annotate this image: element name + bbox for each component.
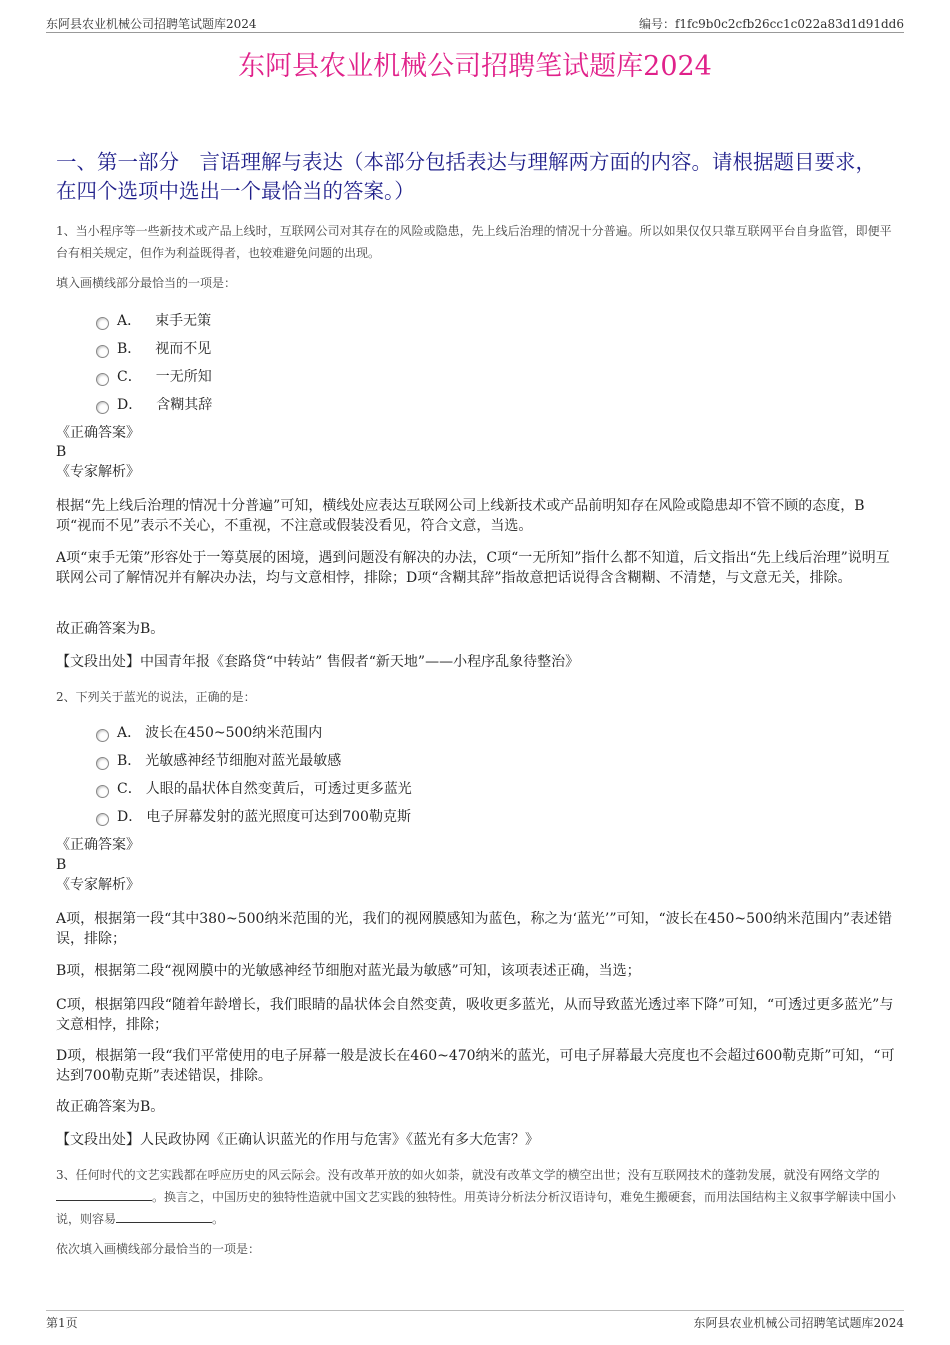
option-letter: D． [117,397,143,413]
header-document-id: 编号：f1fc9b0c2cfb26cc1c022a83d1d91dd6 [638,17,904,31]
option-letter: B． [117,753,142,769]
question-3-stem-part: 。换言之，中国历史的独特性造就中国文艺实践的独特性。用英诗分析法分析汉语诗句，难免生搬硬套，而用法国结构主义叙事学解读中国小说，则容易 [56,1190,897,1226]
radio-button-icon[interactable] [96,373,109,386]
option-letter: A． [117,313,142,329]
option-text: 视而不见 [155,341,212,357]
question-1-option-b[interactable] [96,338,211,358]
question-2-source: 【文段出处】人民政协网《正确认识蓝光的作用与危害》《蓝光有多大危害？》 [56,1132,539,1148]
question-2-answer: B [56,857,67,873]
question-2-analysis-paragraph: A项，根据第一段“其中380~500纳米范围的光，我们的视网膜感知为蓝色，称之为‘蓝光’”可知，“波长在450~500纳米范围内”表述错误，排除； [56,911,892,947]
option-text: 一无所知 [155,369,212,385]
option-letter: A． [117,725,142,741]
question-2-option-d[interactable] [96,806,411,826]
question-2-option-c[interactable] [96,778,412,798]
option-text: 含糊其辞 [156,397,213,413]
question-2-option-b[interactable] [96,750,341,770]
page-footer [46,1310,904,1331]
question-1-answer: B [56,444,67,460]
question-1-option-a[interactable] [96,310,211,330]
question-2-conclusion: 故正确答案为B。 [56,1099,165,1115]
question-1-prompt: 填入画横线部分最恰当的一项是： [56,276,237,290]
question-1-analysis-paragraph: A项“束手无策”形容处于一筹莫展的困境，遇到问题没有解决的办法，C项“一无所知”指什么都不知道，后文指出“先上线后治理”说明互联网公司了解情况并有解决办法，均与文意相悖，排除；D项“含糊其辞”指故意把话说得含含糊糊、不清楚，与文意无关，排除。 [56,550,890,586]
question-1-answer-label: 《正确答案》 [56,425,140,441]
question-2-analysis-label: 《专家解析》 [56,877,140,893]
radio-button-icon[interactable] [96,813,109,826]
question-3-stem-part: 。 [212,1212,225,1226]
question-1-stem: 1、当小程序等一些新技术或产品上线时，互联网公司对其存在的风险或隐患，先上线后治理的情况十分普遍。所以如果仅仅只靠互联网平台自身监管，即便平台有相关规定，但作为利益既得者，也较难避免问题的出现。 [56,224,892,260]
option-letter: C． [117,369,142,385]
header-left-text: 东阿县农业机械公司招聘笔试题库2024 [46,17,257,31]
fill-blank-1[interactable] [56,1188,152,1201]
question-2-answer-label: 《正确答案》 [56,837,140,853]
question-3-stem [56,1164,896,1230]
question-1-option-d[interactable] [96,394,212,414]
option-letter: B． [117,341,142,357]
page-number: 第1页 [46,1316,78,1330]
radio-button-icon[interactable] [96,785,109,798]
option-letter: D． [117,809,143,825]
option-text: 束手无策 [155,313,212,329]
option-text: 电子屏幕发射的蓝光照度可达到700勒克斯 [146,809,411,825]
option-text: 光敏感神经节细胞对蓝光最敏感 [145,753,342,769]
question-2-stem: 2、下列关于蓝光的说法，正确的是： [56,690,256,704]
question-2-analysis-paragraph: D项，根据第一段“我们平常使用的电子屏幕一般是波长在460~470纳米的蓝光，可电子屏幕最大亮度也不会超过600勒克斯”可知，“可达到700勒克斯”表述错误，排除。 [56,1048,895,1084]
option-letter: C． [117,781,142,797]
question-1-analysis-label: 《专家解析》 [56,464,140,480]
question-3-stem-part: 3、任何时代的文艺实践都在呼应历史的风云际会。没有改革开放的如火如荼，就没有改革文学的横空出世；没有互联网技术的蓬勃发展，就没有网络文学的 [56,1168,880,1182]
question-2-analysis-paragraph: B项，根据第二段“视网膜中的光敏感神经节细胞对蓝光最为敏感”可知，该项表述正确，当选； [56,963,641,979]
option-text: 人眼的晶状体自然变黄后，可透过更多蓝光 [145,781,412,797]
footer-title: 东阿县农业机械公司招聘笔试题库2024 [693,1316,904,1330]
option-text: 波长在450~500纳米范围内 [145,725,323,741]
question-1-source: 【文段出处】中国青年报《套路贷“中转站” 售假者“新天地”——小程序乱象待整治》 [56,654,580,670]
question-1-conclusion: 故正确答案为B。 [56,621,165,637]
section-heading: 一、第一部分 言语理解与表达（本部分包括表达与理解两方面的内容。请根据题目要求，在四个选项中选出一个最恰当的答案。） [56,150,876,203]
radio-button-icon[interactable] [96,401,109,414]
radio-button-icon[interactable] [96,757,109,770]
question-3-prompt: 依次填入画横线部分最恰当的一项是： [56,1242,261,1256]
question-2-analysis-paragraph: C项，根据第四段“随着年龄增长，我们眼睛的晶状体会自然变黄，吸收更多蓝光，从而导致蓝光透过率下降”可知，“可透过更多蓝光”与文意相悖，排除； [56,997,894,1033]
question-1-analysis-paragraph: 根据“先上线后治理的情况十分普遍”可知，横线处应表达互联网公司上线新技术或产品前明知存在风险或隐患却不管不顾的态度，B项“视而不见”表示不关心，不重视，不注意或假装没看见，符合文意，当选。 [56,498,865,534]
page-header [46,14,904,33]
question-2-option-a[interactable] [96,722,322,742]
radio-button-icon[interactable] [96,729,109,742]
question-1-option-c[interactable] [96,366,212,386]
radio-button-icon[interactable] [96,345,109,358]
radio-button-icon[interactable] [96,317,109,330]
fill-blank-2[interactable] [116,1210,212,1223]
document-title: 东阿县农业机械公司招聘笔试题库2024 [238,51,712,82]
